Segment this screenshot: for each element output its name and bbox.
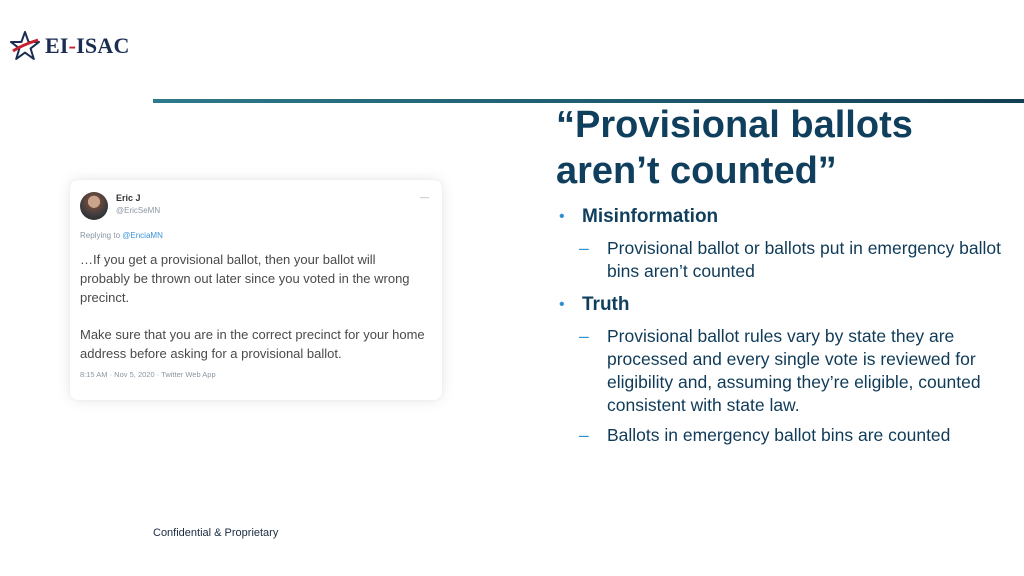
more-options-icon: — (420, 192, 430, 202)
logo-text-isac: ISAC (76, 33, 130, 58)
dash-marker: – (579, 326, 589, 346)
reply-prefix: Replying to (80, 231, 121, 240)
sub-point-text: Provisional ballot or ballots put in emergency ballot bins aren’t counted (607, 238, 1001, 281)
star-icon (10, 31, 40, 61)
tweet-text (80, 250, 425, 381)
logo-text-ei: EI (45, 33, 69, 58)
slide-title: “Provisional ballots aren’t counted” (556, 104, 913, 192)
section-label: Misinformation (582, 206, 719, 227)
logo-wordmark (45, 35, 130, 57)
tweet-card (70, 180, 442, 400)
bullet-marker: • (559, 296, 565, 313)
tweet-author-name: Eric J (116, 193, 141, 203)
tweet-paragraph: …If you get a provisional ballot, then your ballot will probably be thrown out later since you voted in the wrong precinct. (80, 252, 410, 305)
tweet-timestamp: 8:15 AM · Nov 5, 2020 · Twitter Web App (80, 370, 216, 379)
avatar (80, 192, 108, 220)
bullet-list (556, 205, 1006, 447)
section-heading-truth (556, 293, 1006, 317)
section-label: Truth (582, 294, 630, 315)
sub-point-text: Ballots in emergency ballot bins are counted (607, 425, 951, 445)
section-heading-misinformation (556, 205, 1006, 229)
ei-isac-logo (10, 28, 130, 64)
sub-point (579, 237, 1006, 283)
reply-mention: @EnciaMN (122, 231, 163, 240)
sub-point-text: Provisional ballot rules vary by state they are processed and every single vote is reviewed for eligibility and, assuming they’re eligible, counted consistent with state law. (607, 326, 981, 415)
tweet-paragraph: Make sure that you are in the correct precinct for your home address before asking for a provisional ballot. (80, 327, 425, 361)
tweet-author-handle: @EricSeMN (116, 206, 161, 215)
sub-point (579, 325, 1006, 417)
footer-confidential: Confidential & Proprietary (153, 527, 279, 539)
bullet-marker: • (559, 208, 565, 225)
dash-marker: – (579, 425, 589, 445)
dash-marker: – (579, 238, 589, 258)
sub-point (579, 424, 1006, 447)
logo-text-dash: - (68, 33, 77, 58)
tweet-reply-line (80, 231, 163, 240)
